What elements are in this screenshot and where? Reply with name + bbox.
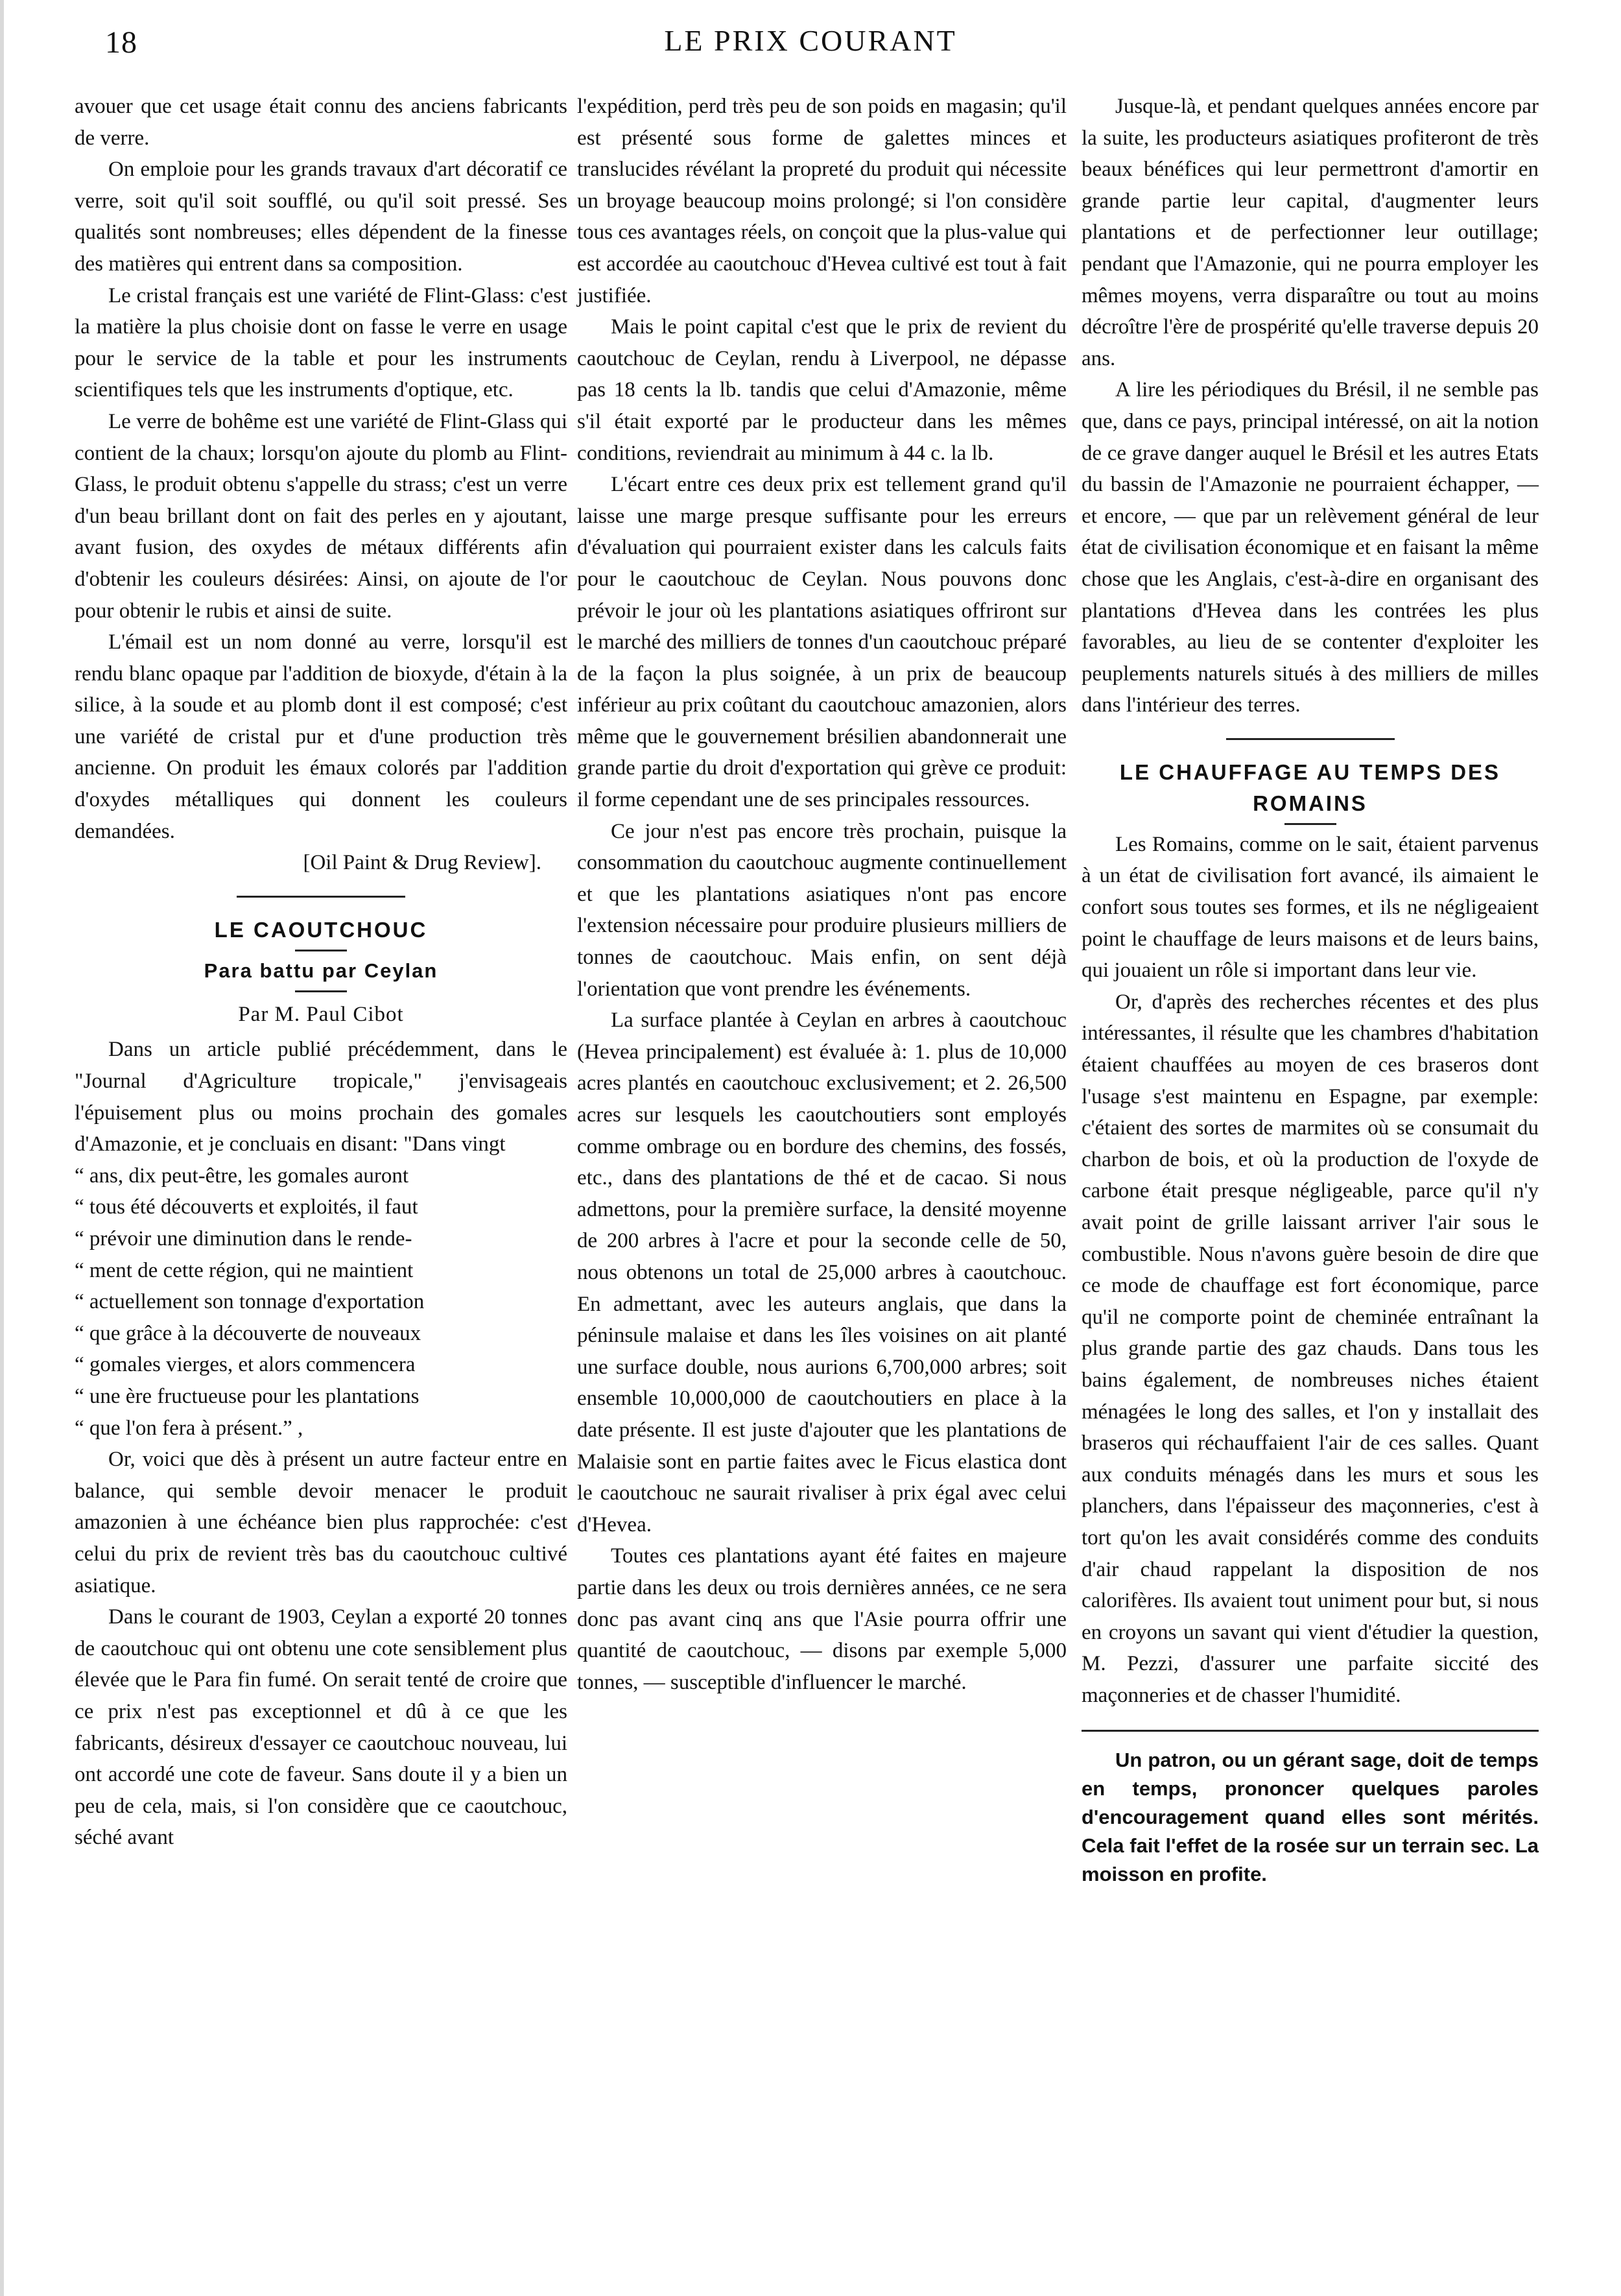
page-number: 18 bbox=[105, 25, 137, 60]
quote-line: “ que l'on fera à présent.” , bbox=[75, 1416, 303, 1440]
journal-title: LE PRIX COURANT bbox=[664, 24, 957, 57]
paragraph: Les Romains, comme on le sait, étaient parvenus à un état de civilisation fort avancé, ils aimaient le confort sous toutes ses formes, et ils ne négligeaient point le chauffage de leurs maisons et de leurs bains, qui jouaient un rôle si important dans leur vie. bbox=[1082, 832, 1539, 983]
scan-edge bbox=[0, 0, 4, 2296]
paragraph: l'expédition, perd très peu de son poids en magasin; qu'il est présenté sous forme de galettes minces et translucides révélant la propreté du produit qui nécessite un broyage beaucoup moins prolongé; si l'on considère tous ces avantages réels, on conçoit que la plus-value qui est accordée au caoutchouc d'Hevea cultivé est tout à fait justifiée. bbox=[577, 95, 1067, 307]
section-divider bbox=[1226, 738, 1395, 740]
quote-line: “ tous été découverts et exploités, il faut bbox=[75, 1195, 418, 1219]
paragraph: Dans le courant de 1903, Ceylan a exporté 20 tonnes de caoutchouc qui ont obtenu une cote sensiblement plus élevée que le Para fin fumé. On serait tenté de croire que ce prix n'est pas exceptionnel et dû à ce que les fabricants, désireux d'essayer ce caoutchouc nouveau, lui ont accordé une cote de faveur. Sans doute il y a bien un peu de cela, mais, si l'on considère que ce caoutchouc, séché avant bbox=[75, 1605, 567, 1850]
paragraph: On emploie pour les grands travaux d'art décoratif ce verre, soit qu'il soit soufflé, ou qu'il soit pressé. Ses qualités sont nombreuses; elles dépendent de la finesse des matières qui entrent dans sa composition. bbox=[75, 158, 567, 276]
paragraph: Or, voici que dès à présent un autre facteur entre en balance, qui semble devoir menacer le produit amazonien à une échéance bien plus rapprochée: c'est celui du prix de revient très bas du caoutchouc cultivé asiatique. bbox=[75, 1448, 567, 1597]
quote-line: “ ment de cette région, qui ne maintient bbox=[75, 1258, 414, 1282]
paragraph: Le verre de bohême est une variété de Flint-Glass qui contient de la chaux; lorsqu'on ajoute du plomb au Flint-Glass, le produit obtenu s'appelle du strass; c'est un verre d'un beau brillant dont on fait des perles en y ajoutant, avant fusion, des oxydes de métaux différents afin d'obtenir les couleurs désirées: Ainsi, on ajoute de l'or pour obtenir le rubis et ainsi de suite. bbox=[75, 409, 567, 623]
paragraph: avouer que cet usage était connu des anciens fabricants de verre. bbox=[75, 95, 567, 150]
quote-line: “ actuellement son tonnage d'exportation bbox=[75, 1290, 425, 1314]
quote-line: “ prévoir une diminution dans le rende- bbox=[75, 1227, 412, 1250]
column-2 bbox=[577, 91, 1067, 1698]
heading-rule bbox=[295, 990, 347, 992]
article-heading-chauffage: LE CHAUFFAGE AU TEMPS DES ROMAINS bbox=[1119, 759, 1501, 815]
paragraph: Le cristal français est une variété de Flint-Glass: c'est la matière la plus choisie dont on fasse le verre en usage pour le service de la table et pour les instruments scientifiques tels que les instruments d'optique, etc. bbox=[75, 283, 567, 402]
paragraph: La surface plantée à Ceylan en arbres à caoutchouc (Hevea principalement) est évaluée à: 1. plus de 10,000 acres plantés en caoutchouc exclusivement; et 2. 26,500 acres sur lesquels les caoutchoutiers sont employés comme ombrage ou en bordure des chemins, des fossés, etc., dans des plantations de thé et de cacao. Si nous admettons, pour la première surface, la densité moyenne de 200 arbres à l'acre et pour la seconde celle de 50, nous obtenons un total de 25,000 arbres à caoutchouc. En admettant, avec les auteurs anglais, que dans la péninsule malaise et dans les îles voisines on ait planté une surface double, nous aurions 6,700,000 arbres; soit ensemble 10,000,000 de caoutchoutiers en place à la date présente. Il est juste d'ajouter que les plantations de Malaisie sont en partie faites avec le Ficus elastica dont le caoutchouc ne saurait rivaliser à prix égal avec celui d'Hevea. bbox=[577, 1009, 1067, 1537]
paragraph: L'écart entre ces deux prix est tellement grand qu'il laisse une marge presque suffisante pour les erreurs d'évaluation qui pourraient exister dans les calculs faits pour le caoutchouc de Ceylan. Nous pouvons donc prévoir le jour où les plantations asiatiques offriront sur le marché des milliers de tonnes d'un caoutchouc préparé de la façon la plus soignée, à un prix de beaucoup inférieur au prix coûtant du caoutchouc amazonien, alors même que le gouvernement brésilien abandonnerait une grande partie du droit d'exportation qui grève ce produit: il forme cependant une de ses principales ressources. bbox=[577, 473, 1067, 812]
column-1 bbox=[75, 91, 567, 1854]
article-byline: Par M. Paul Cibot bbox=[238, 1002, 404, 1026]
quote-line: “ une ère fructueuse pour les plantations bbox=[75, 1384, 420, 1408]
source-citation: [Oil Paint & Drug Review]. bbox=[303, 851, 541, 875]
heading-rule bbox=[1284, 823, 1336, 825]
quote-line: “ gomales vierges, et alors commencera bbox=[75, 1353, 416, 1377]
paragraph: Ce jour n'est pas encore très prochain, puisque la consommation du caoutchouc augmente continuellement et que les plantations asiatiques n'ont pas encore l'extension nécessaire pour produire plusieurs milliers de tonnes de caoutchouc. Mais enfin, on sent déjà l'orientation que vont prendre les événements. bbox=[577, 819, 1067, 1001]
paragraph: Jusque-là, et pendant quelques années encore par la suite, les producteurs asiatiques profiteront de très beaux bénéfices qui leur permettront d'amortir en grande partie leur capital, d'augmenter leurs plantations et de perfectionner leur outillage; pendant que l'Amazonie, qui ne pourra employer les mêmes moyens, verra disparaître ou tout au moins décroître l'ère de prospérité qu'elle traverse depuis 20 ans. bbox=[1082, 95, 1539, 370]
paragraph: Mais le point capital c'est que le prix de revient du caoutchouc de Ceylan, rendu à Liverpool, ne dépasse pas 18 cents la lb. tandis que celui d'Amazonie, même s'il était exporté par le producteur dans les mêmes conditions, reviendrait au minimum à 44 c. la lb. bbox=[577, 315, 1067, 465]
paragraph: Toutes ces plantations ayant été faites en majeure partie dans les deux ou trois dernières années, ce ne sera donc pas avant cinq ans que l'Asie pourra offrir une quantité de caoutchouc, — disons par exemple 5,000 tonnes, — susceptible d'influencer le marché. bbox=[577, 1544, 1067, 1694]
article-heading-caoutchouc: LE CAOUTCHOUC bbox=[214, 917, 428, 942]
heading-rule bbox=[295, 950, 347, 951]
article-subheading: Para battu par Ceylan bbox=[204, 959, 438, 982]
column-3 bbox=[1082, 91, 1539, 1889]
paragraph: A lire les périodiques du Brésil, il ne semble pas que, dans ce pays, principal intéressé, on ait la notion de ce grave danger auquel le Brésil et les autres Etats du bassin de l'Amazonie ne pourraient échapper, — et encore, — que par un relèvement général de leur état de civilisation économique et en faisant la même chose que les Anglais, c'est-à-dire en organisant des plantations d'Hevea dans les contrées les plus favorables, au lieu de se contenter d'exploiter les peuplements naturels situés à des milliers de milles dans l'intérieur des terres. bbox=[1082, 378, 1539, 717]
section-divider bbox=[237, 896, 405, 898]
paragraph: Dans un article publié précédemment, dans le "Journal d'Agriculture tropicale," j'envisageais l'épuisement plus ou moins prochain des gomales d'Amazonie, et je concluais en disant: "Dans vingt bbox=[75, 1038, 567, 1156]
boxed-note: Un patron, ou un gérant sage, doit de temps en temps, prononcer quelques paroles d'encouragement quand elles sont mérités. Cela fait l'effet de la rosée sur un terrain sec. La moisson en profite. bbox=[1082, 1730, 1539, 1889]
quote-line: “ ans, dix peut-être, les gomales auront bbox=[75, 1164, 408, 1188]
paragraph: L'émail est un nom donné au verre, lorsqu'il est rendu blanc opaque par l'addition de bioxyde, d'étain à la silice, à la soude et au plomb dont il est composé; c'est une variété de cristal pur et d'une production très ancienne. On produit les émaux colorés par l'addition d'oxydes métalliques qui donnent les couleurs demandées. bbox=[75, 630, 567, 843]
paragraph: Or, d'après des recherches récentes et des plus intéressantes, il résulte que les chambres d'habitation étaient chauffées au moyen de ces braseros dont l'usage s'est maintenu en Espagne, par exemple: c'étaient des sortes de marmites où se consumait du charbon de bois, et où la production de l'oxyde de carbone était presque négligeable, parce qu'il n'y avait point de grille laissant arriver l'air sous le combustible. Nous n'avons guère besoin de dire que ce mode de chauffage est fort économique, parce qu'il ne comporte point de cheminée entraînant la plus grande partie des gaz chauds. Dans tous les bains également, de nombreuses niches étaient ménagées le long des salles, et l'on y installait des braseros qui réchauffaient l'air de ces salles. Quant aux conduits ménagés dans les murs et sous les planchers, dans l'épaisseur des maçonneries, c'est à tort qu'on les avait considérés comme des conduits d'air chaud rappelant la disposition de nos calorifères. Ils avaient tout uniment pour but, si nous en croyons un savant qui vient d'étudier la question, M. Pezzi, d'assurer une parfaite siccité des maçonneries et de chasser l'humidité. bbox=[1082, 990, 1539, 1707]
quote-line: “ que grâce à la découverte de nouveaux bbox=[75, 1321, 421, 1345]
